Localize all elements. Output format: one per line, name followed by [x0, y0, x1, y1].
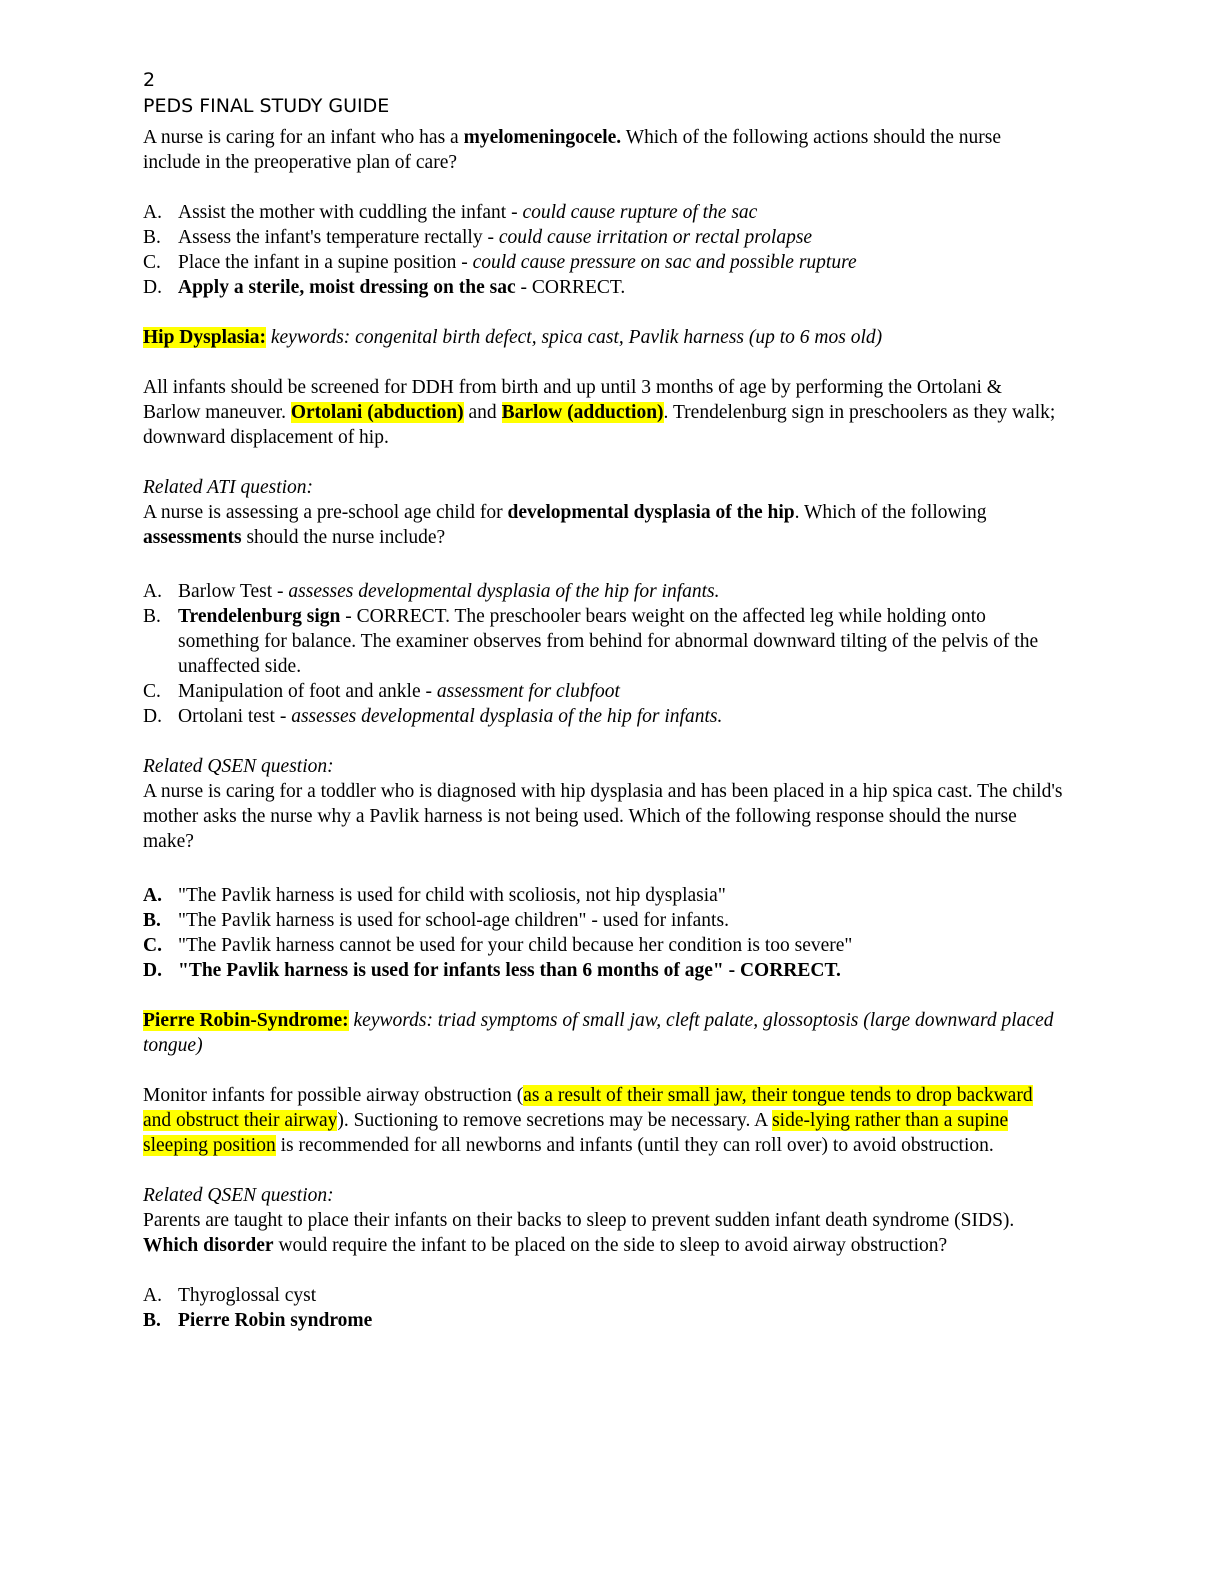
option-text: - CORRECT. The preschooler bears weight on the affected leg while holding onto something for balance. The examiner observes from behind for abnormal downward tilting of the pelvis of the unaffected side. — [178, 606, 1039, 677]
paragraph-text: Monitor infants for possible airway obstruction ( — [143, 1085, 524, 1106]
highlight-text: side-lying rather than a supine sleeping position — [143, 1110, 1009, 1156]
option-text: Thyroglossal cyst — [178, 1285, 317, 1306]
option-letter: C. — [143, 252, 161, 273]
label-text: Related QSEN question: — [143, 1185, 334, 1206]
question-stem — [143, 1208, 1063, 1258]
option-text: Assist the mother with cuddling the infant - — [178, 202, 523, 223]
option-letter: A. — [143, 581, 162, 602]
option-text: "The Pavlik harness is used for infants less than 6 months of age" - CORRECT. — [178, 960, 841, 981]
option-text: Assess the infant's temperature rectally - — [178, 227, 499, 248]
answer-list — [143, 1283, 1063, 1333]
section-heading: Hip Dysplasia: — [143, 327, 266, 348]
answer-option — [143, 200, 1063, 225]
option-note: could cause pressure on sac and possible rupture — [472, 252, 857, 273]
option-text: "The Pavlik harness is used for school-age children" - used for infants. — [178, 910, 729, 931]
question-stem — [143, 500, 1063, 550]
answer-list — [143, 579, 1063, 729]
stem-text: would require the infant to be placed on the side to sleep to avoid airway obstruction? — [273, 1235, 948, 1256]
option-note: assesses developmental dysplasia of the hip for infants. — [291, 706, 723, 727]
option-text: "The Pavlik harness is used for child with scoliosis, not hip dysplasia" — [178, 885, 726, 906]
option-letter: C. — [143, 681, 161, 702]
answer-option — [143, 958, 1063, 983]
question-label — [143, 754, 1063, 779]
section-heading-line — [143, 1008, 1063, 1058]
option-text: "The Pavlik harness cannot be used for your child because her condition is too severe" — [178, 935, 853, 956]
label-text: Related QSEN question: — [143, 756, 334, 777]
paragraph-text: is recommended for all newborns and infants (until they can roll over) to avoid obstruction. — [275, 1135, 994, 1156]
page-title: PEDS FINAL STUDY GUIDE — [143, 95, 390, 117]
option-note: - CORRECT. — [515, 277, 626, 298]
option-letter: A. — [143, 1285, 162, 1306]
option-text: Place the infant in a supine position - — [178, 252, 473, 273]
option-text: Ortolani test - — [178, 706, 292, 727]
paragraph-text: All infants should be screened for DDH from birth and up until 3 months of age by performing the Ortolani & Barlow maneuver. — [143, 377, 1002, 423]
option-letter: B. — [143, 910, 161, 931]
page-number: 2 — [143, 69, 156, 91]
question-stem — [143, 125, 1063, 175]
page-content — [143, 68, 1063, 1333]
option-note: could cause rupture of the sac — [522, 202, 758, 223]
highlight-text: as a result of their small jaw, their tongue tends to drop backward and obstruct their airway — [143, 1085, 1033, 1131]
answer-option — [143, 908, 1063, 933]
stem-text: Parents are taught to place their infants on their backs to sleep to prevent sudden infant death syndrome (SIDS). — [143, 1210, 1015, 1231]
answer-option — [143, 579, 1063, 604]
highlight-ortolani: Ortolani (abduction) — [290, 402, 464, 423]
stem-keyword: myelomeningocele. — [463, 127, 622, 148]
option-letter: D. — [143, 277, 162, 298]
option-note: could cause irritation or rectal prolapse — [498, 227, 813, 248]
question-label — [143, 1183, 1063, 1208]
option-note: assesses developmental dysplasia of the hip for infants. — [288, 581, 720, 602]
answer-option — [143, 250, 1063, 275]
option-letter: C. — [143, 935, 162, 956]
stem-text: should the nurse include? — [241, 527, 446, 548]
answer-option — [143, 275, 1063, 300]
option-text: Manipulation of foot and ankle - — [178, 681, 437, 702]
option-letter: B. — [143, 1310, 161, 1331]
answer-list — [143, 200, 1063, 300]
question-stem: A nurse is caring for a toddler who is diagnosed with hip dysplasia and has been placed in a hip spica cast. The child's mother asks the nurse why a Pavlik harness is not being used. Which of the following response should the nurse make? — [143, 781, 1063, 852]
option-letter: B. — [143, 227, 161, 248]
option-letter: A. — [143, 202, 162, 223]
question-label — [143, 475, 1063, 500]
answer-option — [143, 1283, 1063, 1308]
option-letter: B. — [143, 606, 161, 627]
paragraph-text: and — [463, 402, 502, 423]
option-letter: D. — [143, 706, 162, 727]
paragraph-text: ). Suctioning to remove secretions may be necessary. A — [337, 1110, 773, 1131]
answer-option — [143, 1308, 1063, 1333]
label-text: Related ATI question: — [143, 477, 314, 498]
answer-option — [143, 604, 1063, 679]
option-letter: D. — [143, 960, 162, 981]
answer-option — [143, 933, 1063, 958]
stem-keyword: assessments — [143, 527, 242, 548]
answer-option — [143, 883, 1063, 908]
stem-text: Which of the following actions should the nurse include in the preoperative plan of care? — [143, 127, 1002, 173]
paragraph — [143, 375, 1063, 450]
section-heading: Pierre Robin-Syndrome: — [143, 1010, 349, 1031]
option-text: Apply a sterile, moist dressing on the sac — [178, 277, 516, 298]
section-heading-line — [143, 325, 1063, 350]
option-keyword: Trendelenburg sign — [178, 606, 341, 627]
option-letter: A. — [143, 885, 162, 906]
answer-option — [143, 225, 1063, 250]
paragraph — [143, 1083, 1063, 1158]
stem-keyword: developmental dysplasia of the hip — [507, 502, 795, 523]
stem-text: . Which of the following — [794, 502, 987, 523]
answer-list — [143, 883, 1063, 983]
answer-option — [143, 704, 1063, 729]
paragraph-text: . Trendelenburg sign in preschoolers as they walk; downward displacement of hip. — [143, 402, 1056, 448]
option-note: assessment for clubfoot — [436, 681, 620, 702]
option-text: Barlow Test - — [178, 581, 289, 602]
option-text: Pierre Robin syndrome — [178, 1310, 373, 1331]
section-keywords: keywords: congenital birth defect, spica cast, Pavlik harness (up to 6 mos old) — [266, 327, 883, 348]
answer-option — [143, 679, 1063, 704]
stem-text: A nurse is caring for an infant who has a — [143, 127, 464, 148]
stem-text: A nurse is assessing a pre-school age child for — [143, 502, 508, 523]
section-keywords: keywords: triad symptoms of small jaw, cleft palate, glossoptosis (large downward placed tongue) — [143, 1010, 1054, 1056]
stem-keyword: Which disorder — [143, 1235, 274, 1256]
highlight-barlow: Barlow (adduction) — [501, 402, 664, 423]
